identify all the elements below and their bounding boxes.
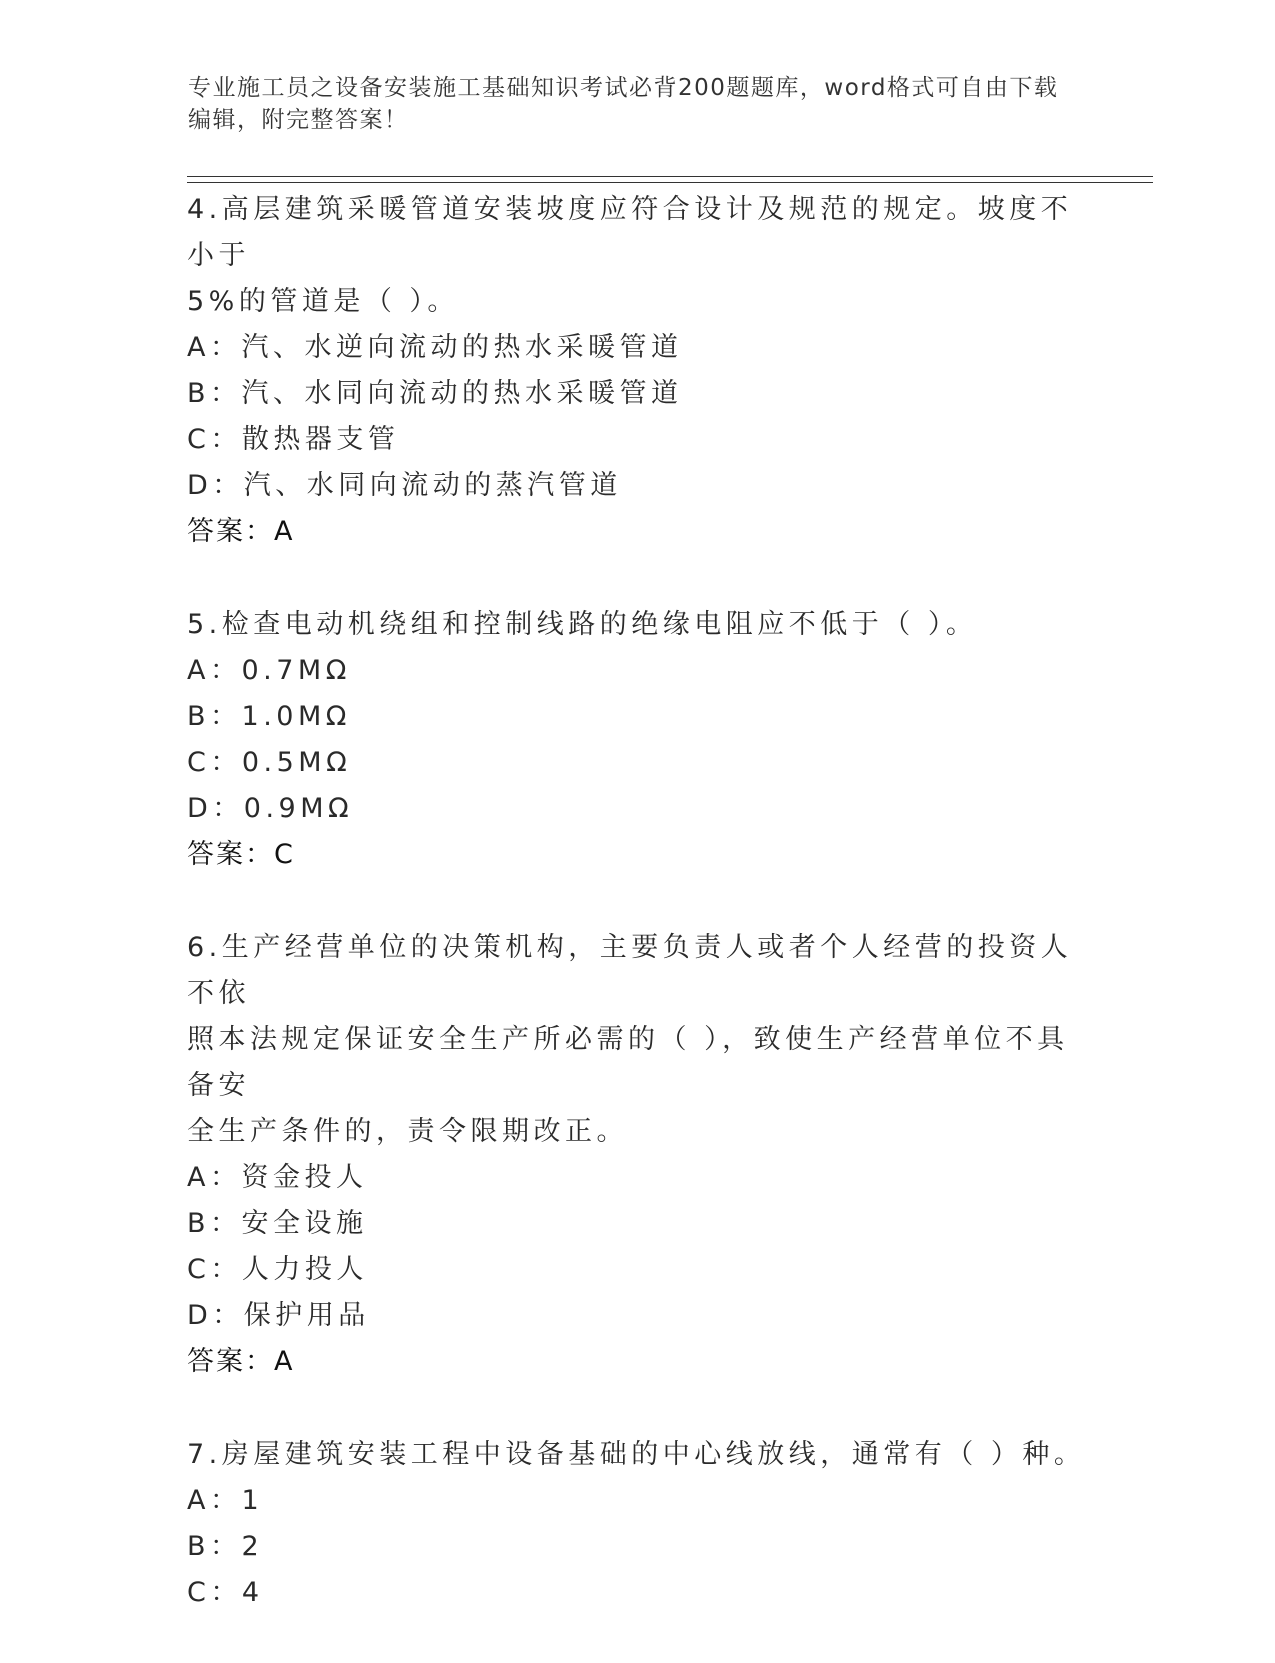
header-divider-bottom <box>187 182 1153 183</box>
question-stem <box>187 1432 1087 1478</box>
option-d: D：保护用品 <box>187 1300 370 1331</box>
question-stem-line: 照本法规定保证安全生产所必需的（ ），致使生产经营单位不具备安 <box>187 1024 1069 1101</box>
option-c: C：4 <box>187 1577 264 1608</box>
document-header <box>188 72 1068 136</box>
option-list <box>187 1155 1087 1339</box>
question-stem-line: 6.生产经营单位的决策机构，主要负责人或者个人经营的投资人不依 <box>187 932 1073 1009</box>
option-a: A：0.7MΩ <box>187 655 351 686</box>
question-stem <box>187 602 1087 648</box>
question-6 <box>187 925 1087 1385</box>
option-b: B：汽、水同向流动的热水采暖管道 <box>187 378 683 409</box>
question-stem-line: 5%的管道是（ ）。 <box>187 286 459 317</box>
question-stem-line: 全生产条件的，责令限期改正。 <box>187 1116 628 1147</box>
answer-label: 答案：A <box>187 1346 295 1377</box>
question-stem <box>187 925 1087 1155</box>
option-c: C：人力投人 <box>187 1254 368 1285</box>
question-4 <box>187 187 1087 555</box>
question-stem-line: 4.高层建筑采暖管道安装坡度应符合设计及规范的规定。坡度不小于 <box>187 194 1073 271</box>
option-a: A：资金投人 <box>187 1162 368 1193</box>
option-c: C：0.5MΩ <box>187 747 352 778</box>
header-divider-top <box>187 176 1153 177</box>
question-list <box>187 187 1087 1663</box>
question-7 <box>187 1432 1087 1616</box>
option-b: B：1.0MΩ <box>187 701 351 732</box>
answer-label: 答案：C <box>187 839 295 870</box>
option-d: D：0.9MΩ <box>187 793 354 824</box>
question-5 <box>187 602 1087 878</box>
question-stem-line: 7.房屋建筑安装工程中设备基础的中心线放线，通常有（ ）种。 <box>187 1439 1086 1470</box>
option-a: A：1 <box>187 1485 264 1516</box>
header-line-2: 编辑，附完整答案！ <box>188 107 409 133</box>
option-d: D：汽、水同向流动的蒸汽管道 <box>187 470 622 501</box>
header-line-1: 专业施工员之设备安装施工基础知识考试必背200题题库，word格式可自由下载 <box>188 75 1059 101</box>
option-c: C：散热器支管 <box>187 424 400 455</box>
option-list <box>187 648 1087 832</box>
option-b: B：2 <box>187 1531 264 1562</box>
option-a: A：汽、水逆向流动的热水采暖管道 <box>187 332 683 363</box>
question-stem-line: 5.检查电动机绕组和控制线路的绝缘电阻应不低于（ ）。 <box>187 609 978 640</box>
question-stem <box>187 187 1087 325</box>
option-list <box>187 1478 1087 1616</box>
answer-label: 答案：A <box>187 516 295 547</box>
option-list <box>187 325 1087 509</box>
option-b: B：安全设施 <box>187 1208 368 1239</box>
